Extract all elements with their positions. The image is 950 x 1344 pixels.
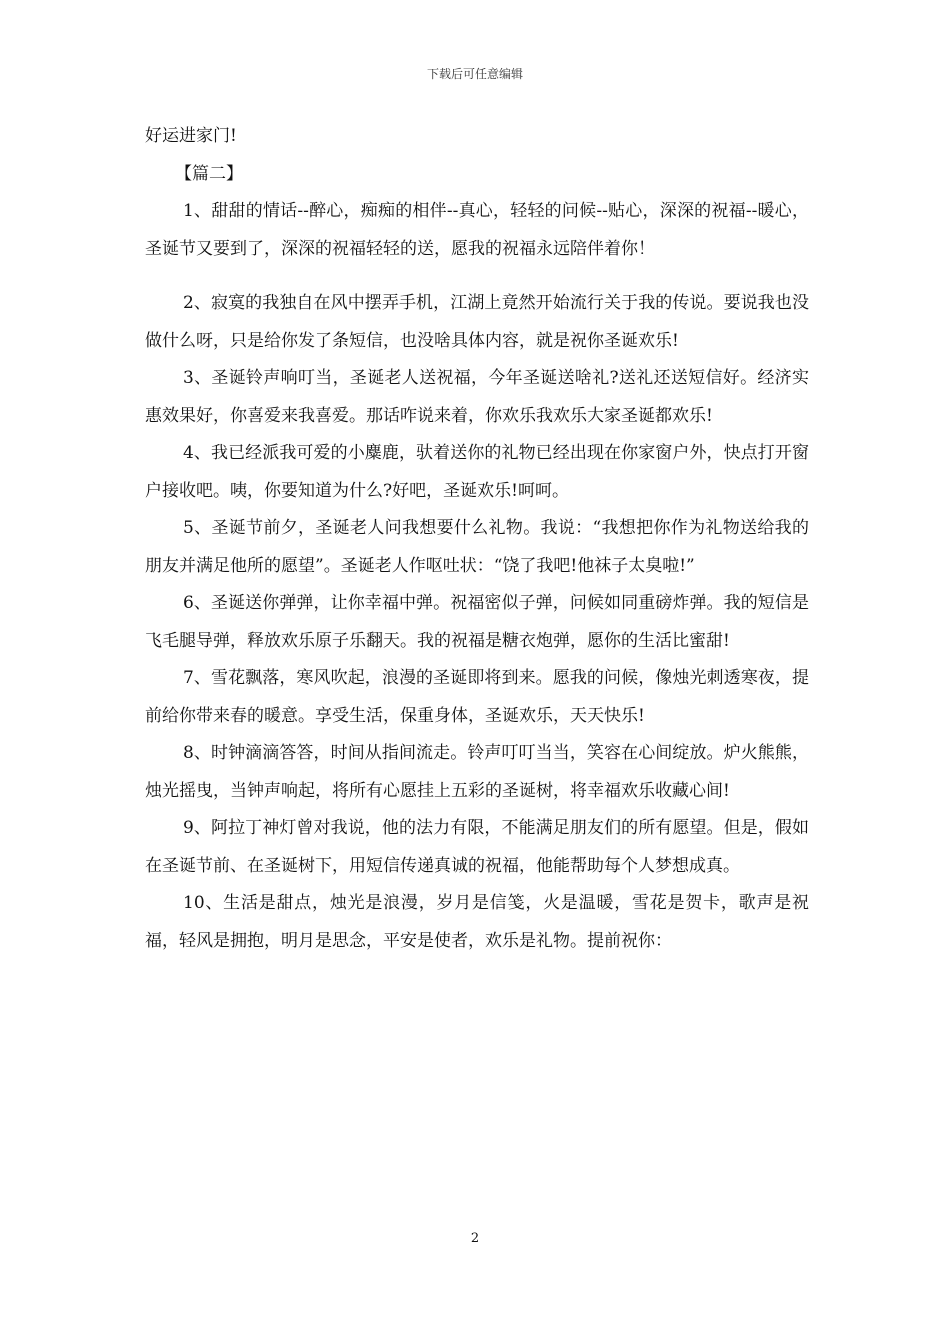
page-header: 下载后可任意编辑 [426,67,523,81]
wish-item-5: 5、圣诞节前夕，圣诞老人问我想要什么礼物。我说：“我想把你作为礼物送给我的朋友并满足他所的愿望”。圣诞老人作呕吐状：“饶了我吧!他袜子太臭啦!” [145,518,809,576]
wish-item-10: 10、生活是甜点，烛光是浪漫，岁月是信笺，火是温暖，雪花是贺卡，歌声是祝福，轻风是拥抱，明月是思念，平安是使者，欢乐是礼物。提前祝你： [145,893,809,951]
intro-line: 好运进家门! [145,126,237,146]
wish-item-1: 1、甜甜的情话--醉心，痴痴的相伴--真心，轻轻的问候--贴心，深深的祝福--暖心，圣诞节又要到了，深深的祝福轻轻的送，愿我的祝福永远陪伴着你！ [145,201,809,259]
wish-item-6: 6、圣诞送你弹弹，让你幸福中弹。祝福密似子弹，问候如同重磅炸弹。我的短信是飞毛腿导弹，释放欢乐原子乐翻天。我的祝福是糖衣炮弹，愿你的生活比蜜甜! [145,593,809,651]
wish-item-7: 7、雪花飘落，寒风吹起，浪漫的圣诞即将到来。愿我的问候，像烛光刺透寒夜，提前给你带来春的暖意。享受生活，保重身体，圣诞欢乐，天天快乐! [145,668,809,726]
page-number: 2 [470,1231,480,1246]
section-heading: 【篇二】 [175,163,243,184]
wish-item-4: 4、我已经派我可爱的小麋鹿，驮着送你的礼物已经出现在你家窗户外，快点打开窗户接收吧。咦，你要知道为什么?好吧，圣诞欢乐!呵呵。 [145,443,809,501]
document-body [145,118,809,960]
wish-item-3: 3、圣诞铃声响叮当，圣诞老人送祝福，今年圣诞送啥礼?送礼还送短信好。经济实惠效果好，你喜爱来我喜爱。那话咋说来着，你欢乐我欢乐大家圣诞都欢乐! [145,368,809,426]
wish-item-9: 9、阿拉丁神灯曾对我说，他的法力有限，不能满足朋友们的所有愿望。但是，假如在圣诞节前、在圣诞树下，用短信传递真诚的祝福，他能帮助每个人梦想成真。 [145,818,809,876]
wish-item-8: 8、时钟滴滴答答，时间从指间流走。铃声叮叮当当，笑容在心间绽放。炉火熊熊，烛光摇曳，当钟声响起，将所有心愿挂上五彩的圣诞树，将幸福欢乐收藏心间! [145,743,809,801]
wish-item-2: 2、寂寞的我独自在风中摆弄手机，江湖上竟然开始流行关于我的传说。要说我也没做什么呀，只是给你发了条短信，也没啥具体内容，就是祝你圣诞欢乐! [145,293,809,351]
